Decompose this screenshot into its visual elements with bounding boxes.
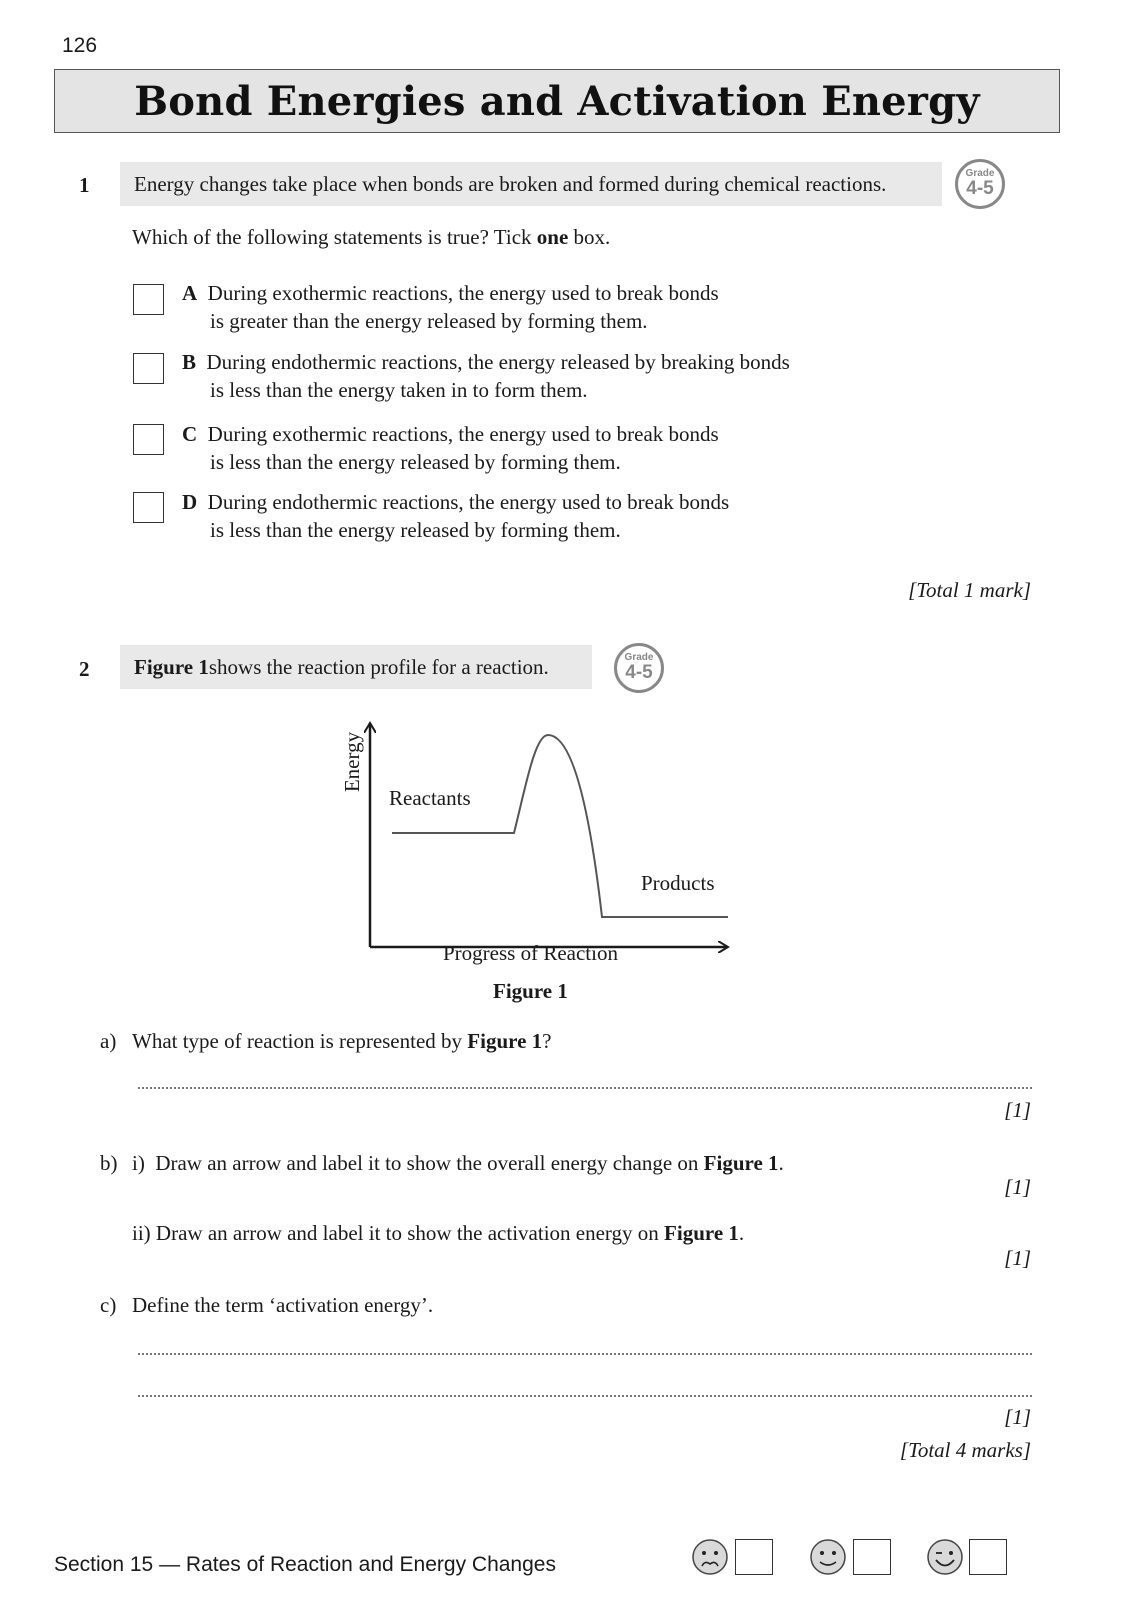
answer-line-a[interactable] bbox=[138, 1087, 1032, 1089]
option-text-line2: is greater than the energy released by forming them. bbox=[210, 309, 648, 333]
figure-caption: Figure 1 bbox=[493, 979, 568, 1003]
figure-ref: Figure 1 bbox=[467, 1029, 543, 1053]
grade-value: 4-5 bbox=[625, 662, 653, 683]
part-a-question bbox=[132, 1027, 551, 1055]
option-text-line1: During endothermic reactions, the energy released by breaking bonds bbox=[206, 350, 790, 374]
y-axis-label: Energy bbox=[340, 731, 364, 793]
option-letter: D bbox=[182, 490, 198, 514]
question-1-number: 1 bbox=[79, 173, 90, 197]
sad-face-icon bbox=[691, 1538, 729, 1576]
page-number: 126 bbox=[62, 34, 98, 57]
option-letter: C bbox=[182, 422, 198, 446]
sub-label: i) bbox=[132, 1151, 145, 1175]
part-a-marks: [1] bbox=[1004, 1098, 1031, 1122]
option-text-line1: During exothermic reactions, the energy used to break bonds bbox=[207, 422, 719, 446]
option-text-line2: is less than the energy released by forming them. bbox=[210, 450, 621, 474]
question-2-total-marks: [Total 4 marks] bbox=[899, 1438, 1031, 1462]
grade-word: Grade bbox=[624, 652, 654, 663]
part-b-i-text: Draw an arrow and label it to show the overall energy change on bbox=[155, 1151, 704, 1175]
sub-label: ii) bbox=[132, 1221, 151, 1245]
option-a bbox=[182, 279, 719, 335]
option-c bbox=[182, 420, 719, 476]
answer-line-c-2[interactable] bbox=[138, 1395, 1032, 1397]
option-text-line1: During exothermic reactions, the energy used to break bonds bbox=[207, 281, 719, 305]
checkbox-option-d[interactable] bbox=[133, 492, 164, 523]
part-c-label: c) bbox=[100, 1293, 117, 1317]
x-axis-label: Progress of Reaction bbox=[443, 941, 618, 965]
question-1-intro-text: Energy changes take place when bonds are broken and formed during chemical reactions. bbox=[134, 171, 887, 196]
page-title: Bond Energies and Activation Energy bbox=[134, 77, 980, 125]
part-b-ii-question bbox=[132, 1219, 744, 1247]
question-2-intro-text: shows the reaction profile for a reaction. bbox=[208, 654, 549, 679]
option-text-line2: is less than the energy released by forming them. bbox=[210, 518, 621, 542]
part-b-i-text-end: . bbox=[778, 1151, 784, 1175]
prompt-text-end: box. bbox=[568, 225, 611, 249]
part-b-i-marks: [1] bbox=[1004, 1175, 1031, 1199]
confidence-box-low[interactable] bbox=[735, 1539, 773, 1575]
part-a-text-end: ? bbox=[542, 1029, 552, 1053]
part-c-marks: [1] bbox=[1004, 1405, 1031, 1429]
grade-badge-q1 bbox=[955, 159, 1005, 209]
part-b-i-question bbox=[132, 1149, 784, 1177]
question-1-intro bbox=[120, 162, 942, 206]
question-2-number: 2 bbox=[79, 657, 90, 681]
figure-ref: Figure 1 bbox=[134, 654, 209, 679]
part-c-question: Define the term ‘activation energy’. bbox=[132, 1293, 434, 1317]
grade-value: 4-5 bbox=[966, 178, 994, 199]
question-1-prompt bbox=[132, 223, 610, 251]
option-letter: A bbox=[182, 281, 198, 305]
confidence-box-high[interactable] bbox=[969, 1539, 1007, 1575]
checkbox-option-b[interactable] bbox=[133, 353, 164, 384]
grade-badge-q2 bbox=[614, 643, 664, 693]
question-2-intro bbox=[120, 645, 592, 689]
option-text-line1: During endothermic reactions, the energy used to break bonds bbox=[207, 490, 730, 514]
figure-ref: Figure 1 bbox=[703, 1151, 779, 1175]
part-a-text: What type of reaction is represented by bbox=[132, 1029, 468, 1053]
figure-ref: Figure 1 bbox=[664, 1221, 739, 1245]
checkbox-option-a[interactable] bbox=[133, 284, 164, 315]
part-a-label: a) bbox=[100, 1029, 117, 1053]
reactants-label: Reactants bbox=[389, 786, 471, 810]
products-label: Products bbox=[641, 871, 715, 895]
answer-line-c-1[interactable] bbox=[138, 1353, 1032, 1355]
option-text-line2: is less than the energy taken in to form them. bbox=[210, 378, 588, 402]
happy-face-icon bbox=[926, 1538, 964, 1576]
title-banner bbox=[54, 69, 1060, 133]
option-b bbox=[182, 348, 790, 404]
question-1-total-marks: [Total 1 mark] bbox=[908, 578, 1031, 602]
part-b-ii-text-end: . bbox=[738, 1221, 745, 1245]
prompt-emphasis: one bbox=[536, 225, 569, 249]
part-b-ii-text: Draw an arrow and label it to show the activation energy on bbox=[155, 1221, 665, 1245]
option-d bbox=[182, 488, 729, 544]
neutral-face-icon bbox=[809, 1538, 847, 1576]
section-footer: Section 15 — Rates of Reaction and Energy Changes bbox=[54, 1553, 556, 1576]
grade-word: Grade bbox=[965, 168, 995, 179]
confidence-box-medium[interactable] bbox=[853, 1539, 891, 1575]
prompt-text: Which of the following statements is true? Tick bbox=[132, 225, 537, 249]
part-b-ii-marks: [1] bbox=[1004, 1246, 1031, 1270]
part-b-label: b) bbox=[100, 1151, 118, 1175]
checkbox-option-c[interactable] bbox=[133, 424, 164, 455]
option-letter: B bbox=[182, 350, 197, 374]
